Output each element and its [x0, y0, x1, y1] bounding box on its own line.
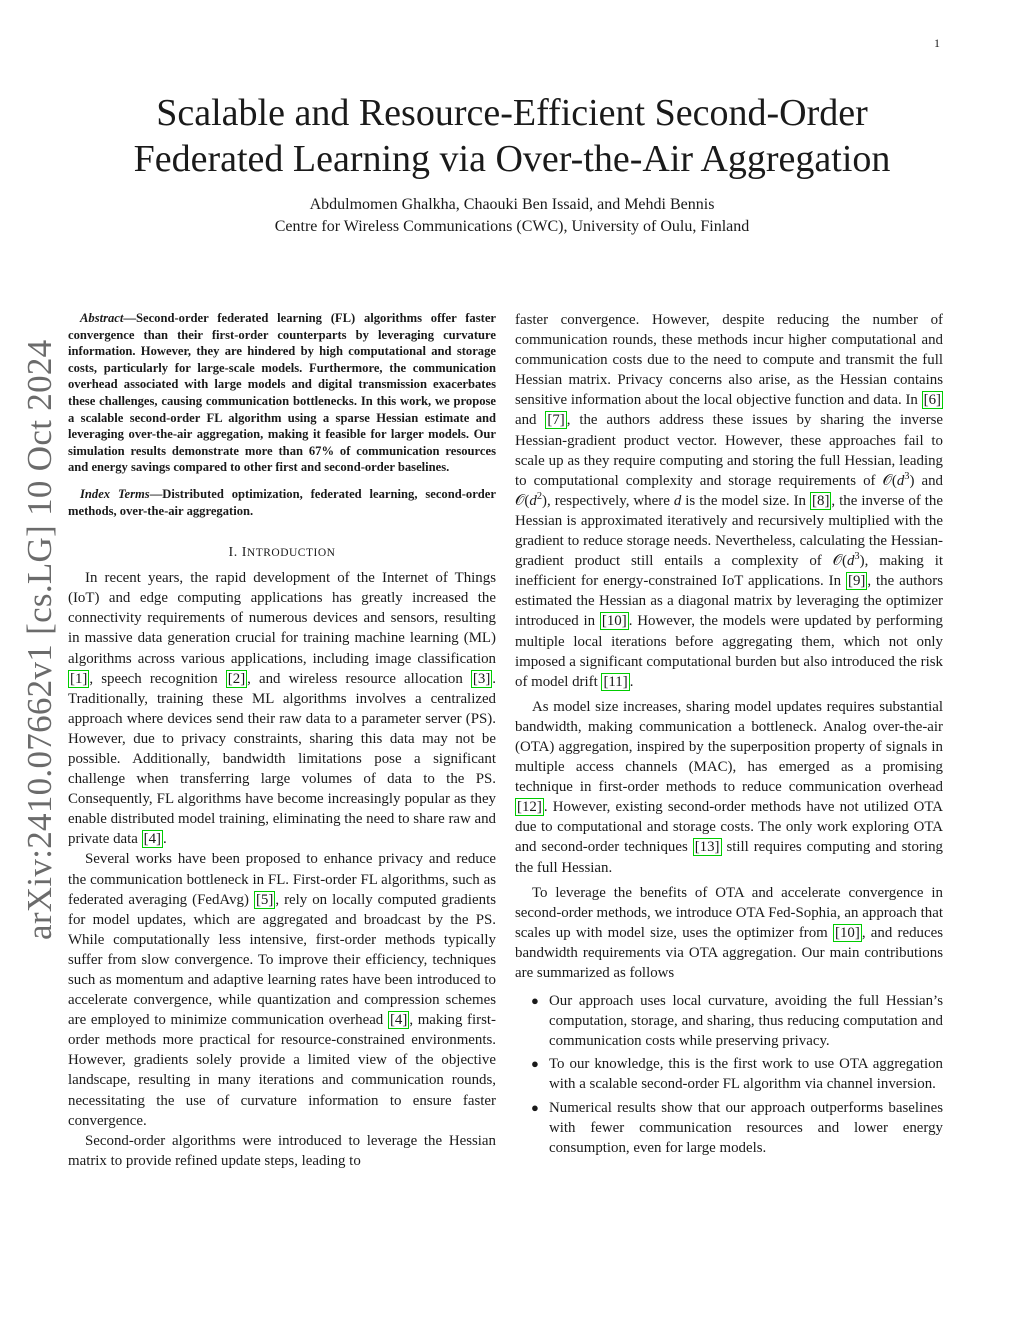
abstract-label: Abstract [80, 311, 124, 325]
paper-title [60, 90, 964, 182]
right-paragraph-2: As model size increases, sharing model updates requires substantial bandwidth, making communication a bottleneck. Analog over-the-air (OTA) aggregation, inspired by the superposition property of signals in multiple access channels (MAC), has emerged as a promising technique in first-order methods to reduce communication overhead [12] . However, existing second-order methods have not utilized OTA due to computational and storage costs. The only work exploring OTA and second-order techniques [13] still requires computing and storing the full Hessian. [515, 698, 943, 876]
citation-link[interactable]: [13] [694, 839, 720, 856]
citation-link[interactable]: [4] [389, 1012, 408, 1029]
affiliation: Centre for Wireless Communications (CWC), University of Oulu, Finland [274, 218, 750, 235]
page-number: 1 [934, 36, 940, 50]
big-o-math: 𝒪 [882, 472, 892, 489]
citation-link[interactable]: [9] [848, 573, 866, 590]
title-line-1: Scalable and Resource-Efficient Second-Order [156, 92, 868, 134]
citation-link[interactable]: [5] [255, 891, 274, 908]
intro-paragraph-3: Second-order algorithms were introduced to leverage the Hessian matrix to provide refined update steps, leading to [68, 1132, 496, 1169]
title-line-2: Federated Learning via Over-the-Air Aggregation [133, 138, 891, 180]
abstract: Abstract—Second-order federated learning (FL) algorithms offer faster convergence than their first-order counterparts by leveraging curvature information. However, they are hindered by high computational and storage costs, particularly for large-scale models. Furthermore, the communication overhead associated with large models and digital transmission exacerbates these challenges, causing communication bottlenecks. In this work, we propose a scalable second-order FL algorithm using a sparse Hessian estimate and leveraging over-the-air aggregation, making it feasible for larger models. Our simulation results demonstrate more than 67% of communication resources and energy savings compared to other first and second-order baselines. [68, 311, 496, 475]
arxiv-stamp: arXiv:2410.07662v1 [cs.LG] 10 Oct 2024 [20, 339, 59, 940]
index-terms: Index Terms—Distributed optimization, federated learning, second-order methods, over-the-air aggregation. [68, 486, 496, 518]
right-paragraph-1: faster convergence. However, despite reducing the number of communication rounds, these methods incur higher computational and communication costs due to the need to compute and transmit the full Hessian matrix. Privacy concerns also arise, as the Hessian contains sensitive information about the local objective function and data. In [6] and [7] , the authors address these issues by sharing the inverse Hessian-gradient product vector. However, these approaches fail to scale up as they require computing and storing the full Hessian, leading to computational complexity and storage requirements of $𝒪(d^3)$ and $𝒪(d^2)$, respectively, where d is the model size. In [8] , the inverse of the Hessian is approximated iteratively and recursively multiplied with the gradient to reduce storage needs. Nevertheless, calculating the Hessian-gradient product still entails a complexity of $𝒪(d^3)$, making it inefficient for energy-constrained IoT applications. In [9] , the authors estimated the Hessian as a diagonal matrix by leveraging the optimizer introduced in [10] . However, the models were updated by performing multiple local iterations before aggregating them, which not only imposed a significant computational burden but also introduced the risk of model drift [11] . [515, 312, 943, 690]
citation-link[interactable]: [10] [835, 924, 860, 941]
citation-link[interactable]: [4] [143, 831, 161, 848]
contributions-list [515, 991, 943, 1158]
citation-link[interactable]: [7] [547, 412, 565, 429]
section-heading-introduction: I. INTRODUCTION [228, 545, 336, 561]
citation-link[interactable]: [6] [923, 392, 941, 409]
citation-link[interactable]: [3] [472, 670, 491, 687]
citation-link[interactable]: [12] [517, 799, 542, 816]
list-item: ● Our approach uses local curvature, avoiding the full Hessian’s computation, storage, and sharing, thus reducing computation and communication costs while preserving privacy. [531, 993, 943, 1050]
citation-link[interactable]: [1] [70, 670, 88, 687]
citation-link[interactable]: [11] [603, 673, 628, 690]
index-terms-label: Index Terms [80, 486, 150, 501]
big-o-math: 𝒪 [515, 492, 525, 509]
intro-paragraph-1: In recent years, the rapid development of the Internet of Things (IoT) and edge computing applications has greatly increased the connectivity requirements of numerous devices and sensors, resulting in massive data generation crucial for training machine learning (ML) algorithms across various applications, including image classification [1] , speech recognition [2] , and wireless resource allocation [3] . Traditionally, training these ML algorithms involves a centralized approach where devices send their raw data to a parameter server (PS). However, due to privacy constraints, sharing this data may not be possible. Additionally, bandwidth limitations pose a significant challenge when transferring large volumes of data to the PS. Consequently, FL algorithms have become increasingly popular as they enable distributed model training, eliminating the need to share raw and private data [4] . [68, 570, 497, 848]
bullet-icon: ● [531, 993, 539, 1009]
citation-link[interactable]: [10] [601, 613, 627, 630]
big-o-math: 𝒪 [832, 553, 842, 570]
intro-paragraph-2: Several works have been proposed to enhance privacy and reduce the communication bottleneck in FL. First-order FL algorithms, such as federated averaging (FedAvg) [5] , rely on locally computed gradients for model updates, which are aggregated and broadcast by the PS. While computationally less intensive, first-order methods typically suffer from slow convergence. To improve their efficiency, techniques such as momentum and adaptive learning rates have been introduced to accelerate convergence, while quantization and compression schemes are employed to minimize communication overhead [4] , making first-order methods more practical for resource-constrained environments. However, gradients solely provide a limited view of the objective landscape, resulting in many iterations and communication rounds, necessitating the use of curvature information to ensure faster convergence. [68, 851, 497, 1129]
right-paragraph-3: To leverage the benefits of OTA and accelerate convergence in second-order methods, we introduce OTA Fed-Sophia, an approach that scales up with model size, uses the optimizer from [10] , and reduces bandwidth requirements via OTA aggregation. Our main contributions are summarized as follows [515, 884, 943, 981]
list-item: ● To our knowledge, this is the first work to use OTA aggregation with a scalable second-order FL algorithm via channel inversion. [531, 1056, 943, 1093]
bullet-icon: ● [531, 1099, 539, 1115]
citation-link[interactable]: [2] [227, 670, 246, 687]
left-column [68, 310, 496, 1171]
citation-link[interactable]: [8] [812, 492, 830, 509]
percent-value: 67% [308, 443, 335, 458]
author-list: Abdulmomen Ghalkha, Chaouki Ben Issaid, and Mehdi Bennis [309, 196, 715, 213]
list-item: ● Numerical results show that our approach outperforms baselines with fewer communication resources and lower energy consumption, even for large models. [531, 1099, 943, 1156]
bullet-icon: ● [531, 1056, 539, 1072]
right-column [515, 310, 943, 1158]
